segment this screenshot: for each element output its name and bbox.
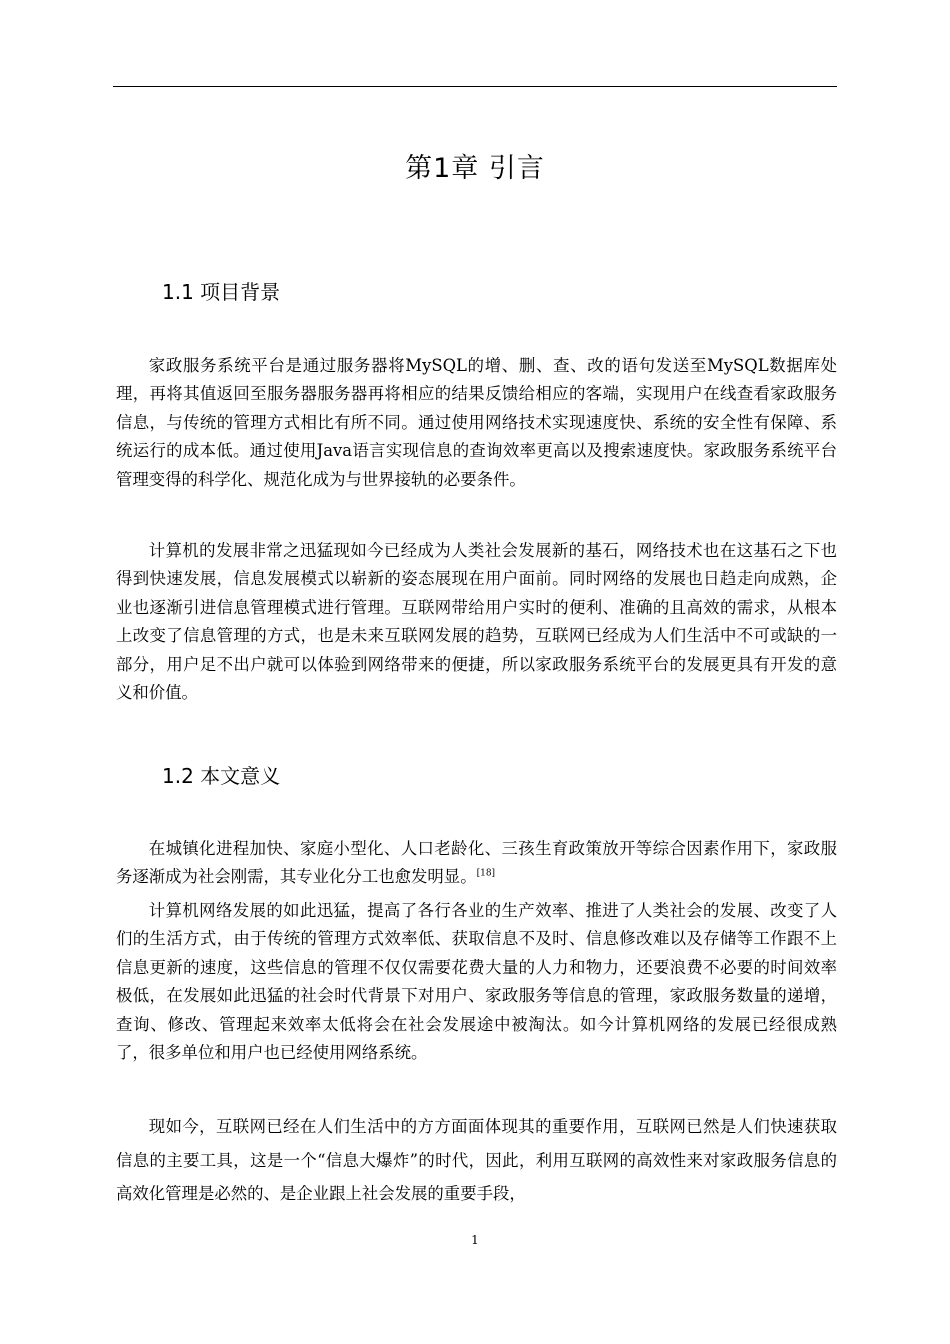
paragraph-text: 在城镇化进程加快、家庭小型化、人口老龄化、三孩生育政策放开等综合因素作用下，家政服务逐渐成为社会刚需，其专业化分工也愈发明显。	[116, 839, 837, 887]
section-heading-1-2: 1.2 本文意义	[162, 764, 281, 788]
page-number: 1	[471, 1233, 479, 1247]
header-rule	[113, 86, 837, 87]
paragraph: 现如今，互联网已经在人们生活中的方方面面体现其的重要作用，互联网已然是人们快速获取信息的主要工具，这是一个“信息大爆炸”的时代，因此，利用互联网的高效性来对家政服务信息的高效化管理是必然的、是企业跟上社会发展的重要手段，	[116, 1117, 837, 1203]
paragraph: 家政服务系统平台是通过服务器将MySQL的增、删、查、改的语句发送至MySQL数据库处理，再将其值返回至服务器服务器再将相应的结果反馈给相应的客端，实现用户在线查看家政服务信息，与传统的管理方式相比有所不同。通过使用网络技术实现速度快、系统的安全性有保障、系统运行的成本低。通过使用Java语言实现信息的查询效率更高以及搜索速度快。家政服务系统平台管理变得的科学化、规范化成为与世界接轨的必要条件。	[116, 356, 837, 489]
paragraph: 计算机网络发展的如此迅猛，提高了各行各业的生产效率、推进了人类社会的发展、改变了人们的生活方式，由于传统的管理方式效率低、获取信息不及时、信息修改难以及存储等工作跟不上信息更新的速度，这些信息的管理不仅仅需要花费大量的人力和物力，还要浪费不必要的时间效率极低，在发展如此迅猛的社会时代背景下对用户、家政服务等信息的管理，家政服务数量的递增，查询、修改、管理起来效率太低将会在社会发展途中被淘汰。如今计算机网络的发展已经很成熟了，很多单位和用户也已经使用网络系统。	[116, 901, 837, 1063]
paragraph-with-citation	[116, 835, 837, 892]
section-heading-1-1: 1.1 项目背景	[162, 280, 281, 304]
paragraph: 计算机的发展非常之迅猛现如今已经成为人类社会发展新的基石，网络技术也在这基石之下也得到快速发展，信息发展模式以崭新的姿态展现在用户面前。同时网络的发展也日趋走向成熟，企业也逐渐引进信息管理模式进行管理。互联网带给用户实时的便利、准确的且高效的需求，从根本上改变了信息管理的方式，也是未来互联网发展的趋势，互联网已经成为人们生活中不可或缺的一部分，用户足不出户就可以体验到网络带来的便捷，所以家政服务系统平台的发展更具有开发的意义和价值。	[116, 541, 837, 703]
citation-ref: [18]	[476, 868, 496, 879]
chapter-title: 第1章 引言	[405, 153, 545, 184]
